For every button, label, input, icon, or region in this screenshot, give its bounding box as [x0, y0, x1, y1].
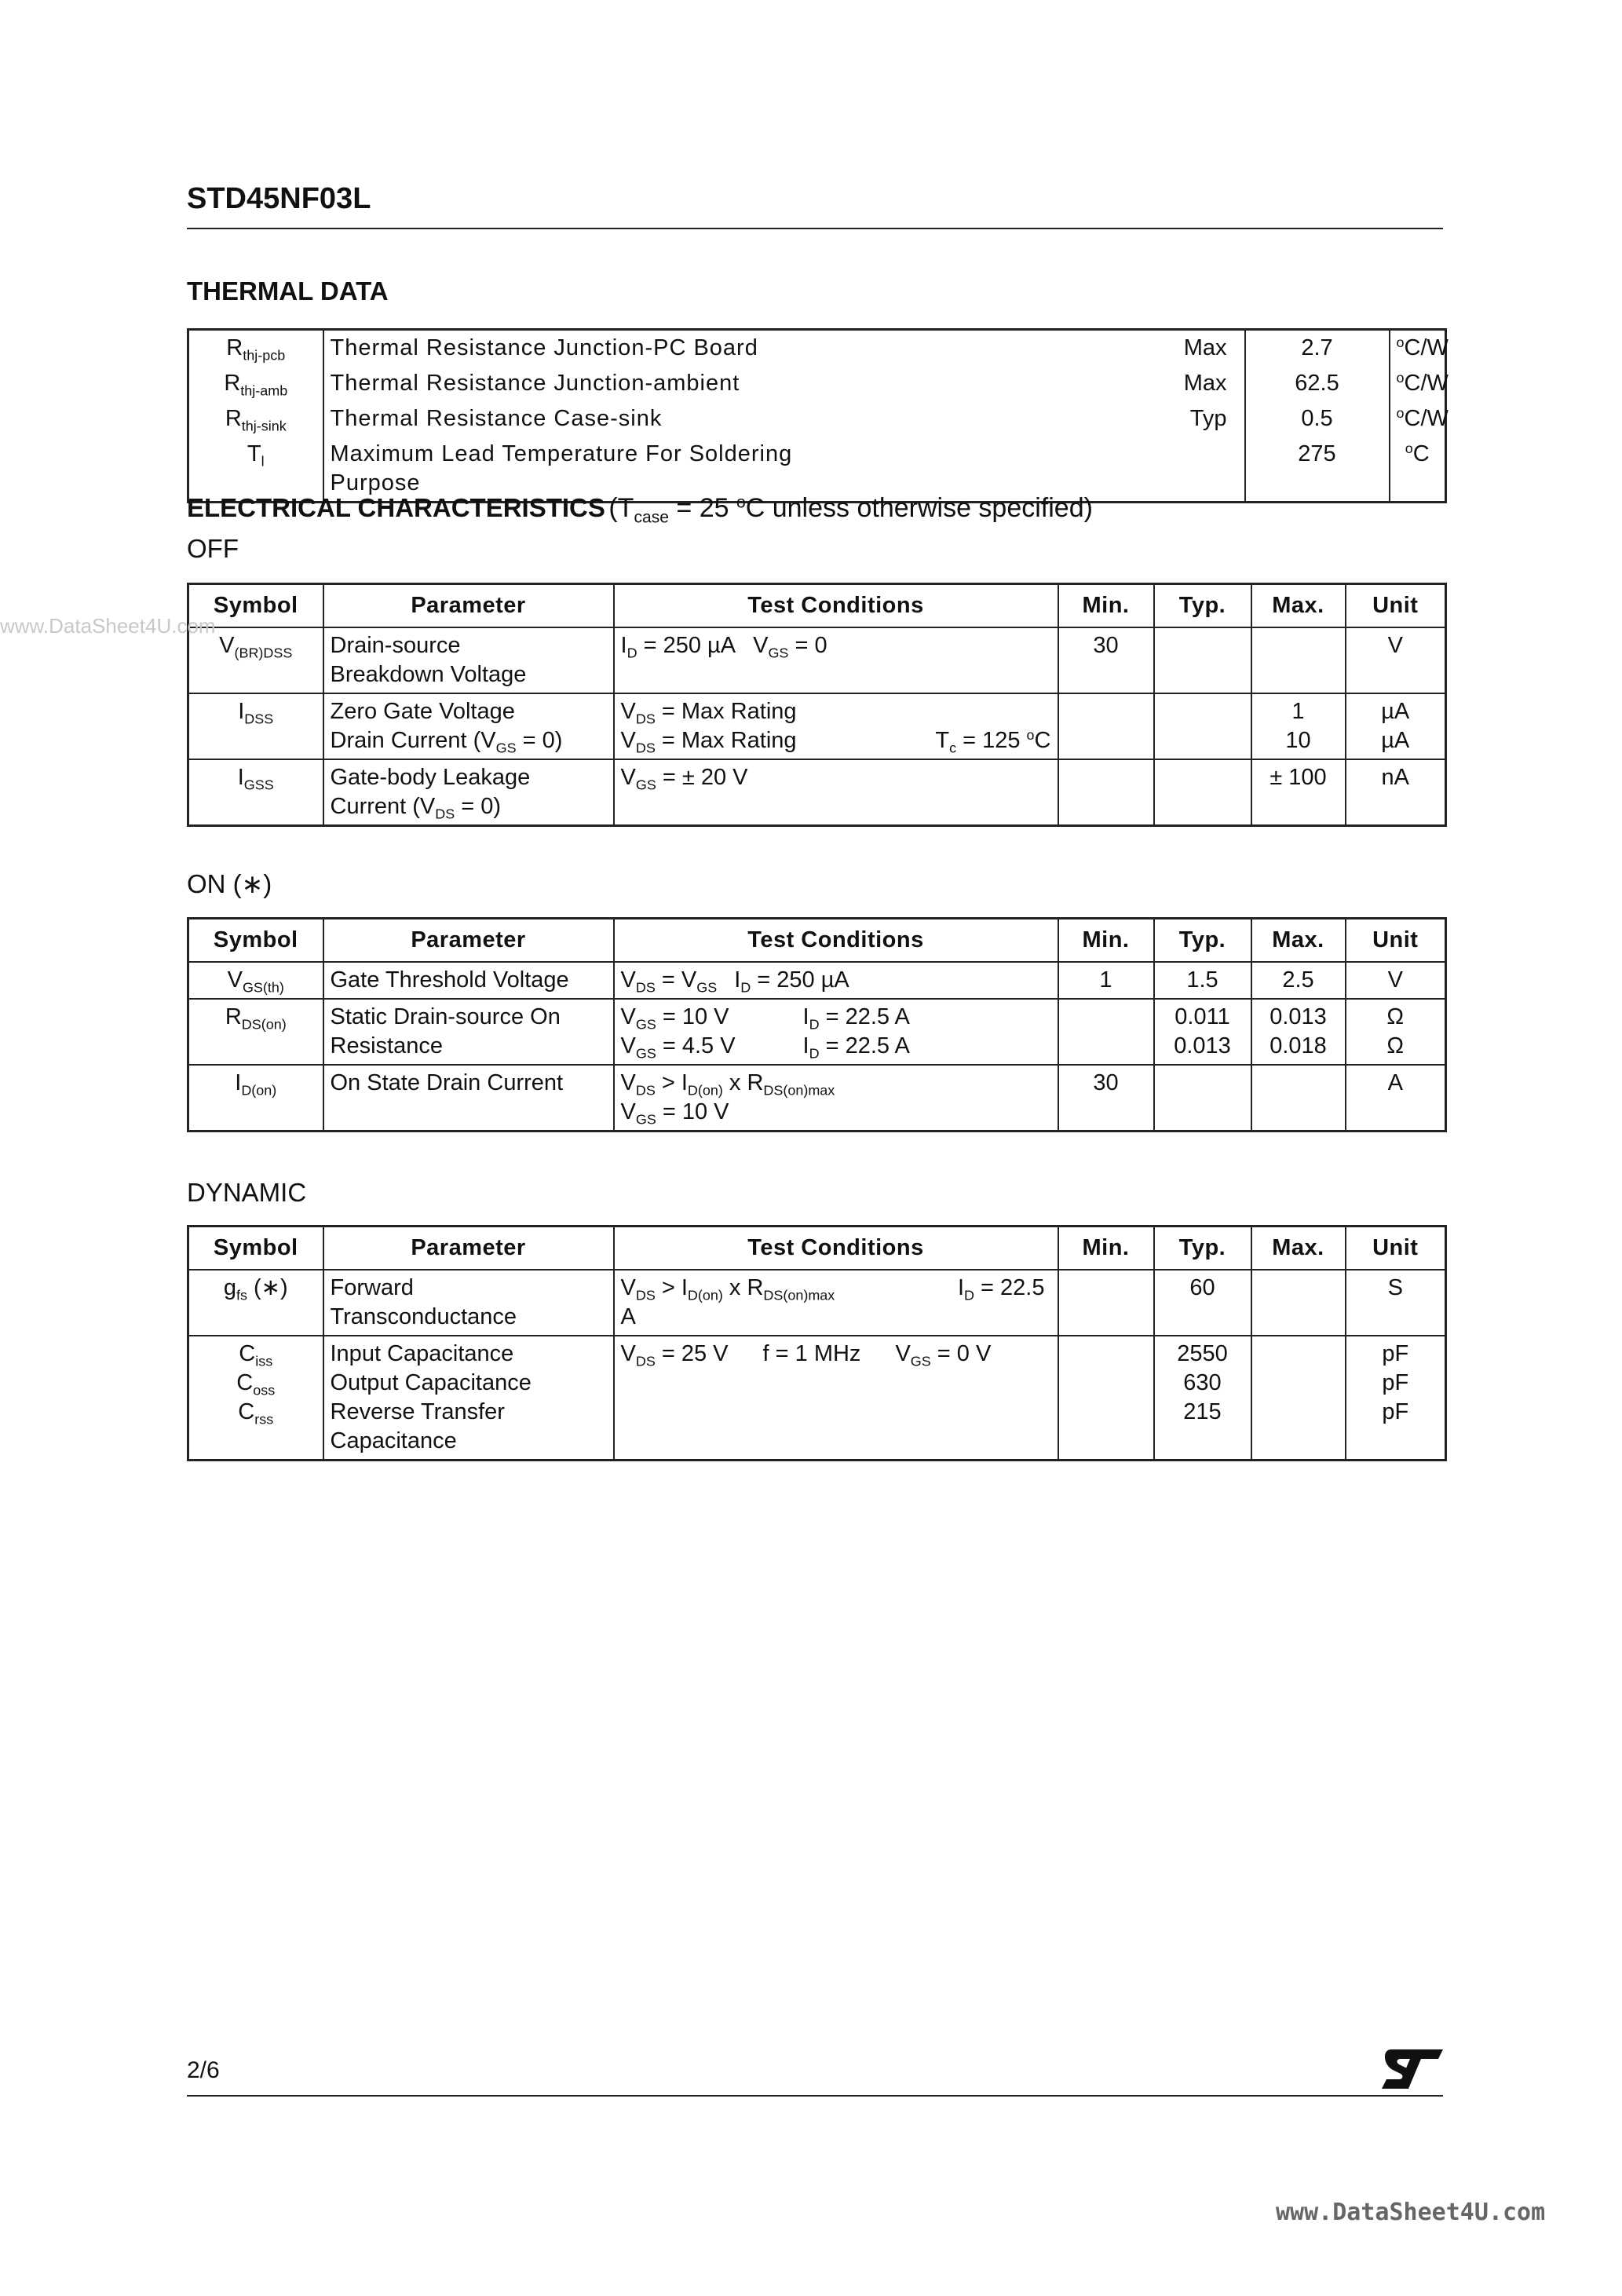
min-cell [1058, 1270, 1154, 1336]
part-number-title: STD45NF03L [187, 182, 371, 215]
symbol-cell: $R_{thj-pcb}$ [188, 330, 323, 367]
parameter-cell: Drain-source Breakdown Voltage [323, 627, 614, 693]
parameter-cell: Input Capacitance Output Capacitance Reverse Transfer Capacitance [323, 1336, 614, 1461]
test-conditions-cell: $V_{DS}$ = Max Rating $V_{DS}$ = Max Rating $T_c = 125$ $^o$C [614, 693, 1058, 759]
max-cell [1251, 627, 1346, 693]
unit-cell: nA [1346, 759, 1446, 826]
col-symbol: Symbol [188, 919, 323, 963]
col-parameter: Parameter [323, 919, 614, 963]
table-row [188, 759, 1446, 826]
unit-cell: $^o$C/W [1396, 335, 1448, 360]
electrical-title: ELECTRICAL CHARACTERISTICS [187, 493, 605, 522]
test-conditions-cell: $V_{DS} > I_{D(on)}$ x $R_{DS(on)max}$ $I_D = 22.5$ A [614, 1270, 1058, 1336]
col-min: Min. [1058, 584, 1154, 628]
unit-cell: pF pF pF [1346, 1336, 1446, 1461]
parameter-cell: Thermal Resistance Junction-PC Board [330, 335, 758, 360]
rating-type-cell: Max [857, 330, 1245, 367]
col-unit: Unit [1346, 584, 1446, 628]
max-cell: 0.013 0.018 [1251, 999, 1346, 1065]
table-row [188, 693, 1446, 759]
col-typ: Typ. [1154, 919, 1251, 963]
test-conditions-cell: $V_{DS} = V_{GS}$ $I_D = 250$ µA [614, 962, 1058, 999]
table-row [188, 627, 1446, 693]
unit-cell: $^o$C [1405, 441, 1430, 466]
parameter-cell: Gate Threshold Voltage [323, 962, 614, 999]
watermark-bottom: www.DataSheet4U.com [1276, 2199, 1546, 2226]
test-conditions-cell: $I_D = 250$ µA $V_{GS} = 0$ [614, 627, 1058, 693]
symbol-cell: $g_{fs}$ (∗) [188, 1270, 323, 1336]
col-max: Max. [1251, 919, 1346, 963]
off-section-title: OFF [187, 534, 239, 563]
max-cell: 1 10 [1251, 693, 1346, 759]
table-row [188, 1336, 1446, 1461]
symbol-cell: $V_{(BR)DSS}$ [188, 627, 323, 693]
st-logo [1380, 2046, 1445, 2094]
parameter-cell: Thermal Resistance Junction-ambient [330, 371, 740, 396]
col-test-conditions: Test Conditions [614, 1227, 1058, 1270]
typ-cell: 60 [1154, 1270, 1251, 1336]
symbol-cell: $R_{thj-sink}$ [188, 401, 323, 437]
rating-type-cell [857, 437, 1245, 503]
dynamic-table [187, 1225, 1447, 1461]
symbol-cell: $V_{GS(th)}$ [188, 962, 323, 999]
max-cell [1251, 1336, 1346, 1461]
col-unit: Unit [1346, 919, 1446, 963]
min-cell [1058, 693, 1154, 759]
thermal-data-title: THERMAL DATA [187, 276, 389, 305]
rating-type-cell: Typ [857, 401, 1245, 437]
unit-cell: $^o$C/W [1396, 370, 1448, 396]
symbol-cell: $I_{D(on)}$ [188, 1065, 323, 1132]
parameter-cell: Gate-body Leakage Current $(V_{DS} = 0)$ [323, 759, 614, 826]
symbol-cell: $T_l$ [188, 437, 323, 503]
dynamic-header-row [188, 1227, 1446, 1270]
unit-cell: S [1346, 1270, 1446, 1336]
thermal-row [188, 437, 1446, 503]
off-header-row [188, 584, 1446, 628]
footer-rule [187, 2095, 1443, 2097]
table-row [188, 962, 1446, 999]
table-row [188, 999, 1446, 1065]
on-header-row [188, 919, 1446, 963]
thermal-row [188, 366, 1446, 401]
col-min: Min. [1058, 919, 1154, 963]
symbol-cell: $I_{GSS}$ [188, 759, 323, 826]
parameter-cell: Static Drain-source On Resistance [323, 999, 614, 1065]
col-max: Max. [1251, 1227, 1346, 1270]
parameter-cell: Zero Gate Voltage Drain Current $(V_{GS} = 0)$ [323, 693, 614, 759]
min-cell [1058, 1336, 1154, 1461]
col-parameter: Parameter [323, 1227, 614, 1270]
value-cell: 2.7 [1245, 330, 1390, 367]
typ-cell [1154, 1065, 1251, 1132]
unit-cell: A [1346, 1065, 1446, 1132]
test-conditions-cell: $V_{GS}$ = ± 20 V [614, 759, 1058, 826]
max-cell [1251, 1065, 1346, 1132]
test-conditions-cell: $V_{GS} = 10$ V $I_D = 22.5$ A $V_{GS} = 4.5$ V $I_D = 22.5$ A [614, 999, 1058, 1065]
unit-cell: µA µA [1346, 693, 1446, 759]
min-cell: 30 [1058, 627, 1154, 693]
min-cell [1058, 999, 1154, 1065]
thermal-row [188, 330, 1446, 367]
on-table [187, 917, 1447, 1132]
page-number: 2/6 [187, 2057, 220, 2083]
typ-cell [1154, 759, 1251, 826]
symbol-cell: $R_{thj-amb}$ [188, 366, 323, 401]
parameter-cell: On State Drain Current [323, 1065, 614, 1132]
max-cell: ± 100 [1251, 759, 1346, 826]
thermal-table [187, 328, 1447, 503]
header-rule [187, 228, 1443, 229]
unit-cell: V [1346, 627, 1446, 693]
test-conditions-cell: $V_{DS} = 25$ V f = 1 MHz $V_{GS} = 0$ V [614, 1336, 1058, 1461]
col-unit: Unit [1346, 1227, 1446, 1270]
st-logo-icon [1380, 2046, 1445, 2090]
typ-cell: 0.011 0.013 [1154, 999, 1251, 1065]
min-cell: 30 [1058, 1065, 1154, 1132]
symbol-cell: $R_{DS(on)}$ [188, 999, 323, 1065]
typ-cell [1154, 627, 1251, 693]
value-cell: 0.5 [1245, 401, 1390, 437]
typ-cell [1154, 693, 1251, 759]
typ-cell: 2550 630 215 [1154, 1336, 1251, 1461]
min-cell: 1 [1058, 962, 1154, 999]
max-cell [1251, 1270, 1346, 1336]
max-cell: 2.5 [1251, 962, 1346, 999]
test-conditions-cell: $V_{DS} > I_{D(on)}$ x $R_{DS(on)max}$ $V_{GS} = 10$ V [614, 1065, 1058, 1132]
col-symbol: Symbol [188, 584, 323, 628]
table-row [188, 1270, 1446, 1336]
dynamic-section-title: DYNAMIC [187, 1178, 307, 1207]
col-test-conditions: Test Conditions [614, 584, 1058, 628]
value-cell: 275 [1245, 437, 1390, 503]
col-min: Min. [1058, 1227, 1154, 1270]
min-cell [1058, 759, 1154, 826]
col-max: Max. [1251, 584, 1346, 628]
value-cell: 62.5 [1245, 366, 1390, 401]
on-section-title: ON (∗) [187, 869, 272, 898]
typ-cell: 1.5 [1154, 962, 1251, 999]
thermal-row [188, 401, 1446, 437]
col-typ: Typ. [1154, 1227, 1251, 1270]
unit-cell: Ω Ω [1346, 999, 1446, 1065]
off-table [187, 583, 1447, 827]
rating-type-cell: Max [857, 366, 1245, 401]
electrical-conditions: ($T_{case} = 25$ $^o$C unless otherwise specified) [608, 493, 1093, 527]
electrical-characteristics-heading [187, 493, 1093, 527]
parameter-cell: Maximum Lead Temperature For Soldering Purpose [330, 441, 793, 495]
table-row [188, 1065, 1446, 1132]
parameter-cell: Thermal Resistance Case-sink [330, 406, 663, 431]
parameter-cell: Forward Transconductance [323, 1270, 614, 1336]
col-typ: Typ. [1154, 584, 1251, 628]
col-test-conditions: Test Conditions [614, 919, 1058, 963]
watermark-top: www.DataSheet4U.com [0, 614, 216, 638]
col-symbol: Symbol [188, 1227, 323, 1270]
col-parameter: Parameter [323, 584, 614, 628]
symbol-cell: $I_{DSS}$ [188, 693, 323, 759]
unit-cell: $^o$C/W [1396, 405, 1448, 431]
unit-cell: V [1346, 962, 1446, 999]
symbol-cell: $C_{iss}$ $C_{oss}$ $C_{rss}$ [188, 1336, 323, 1461]
